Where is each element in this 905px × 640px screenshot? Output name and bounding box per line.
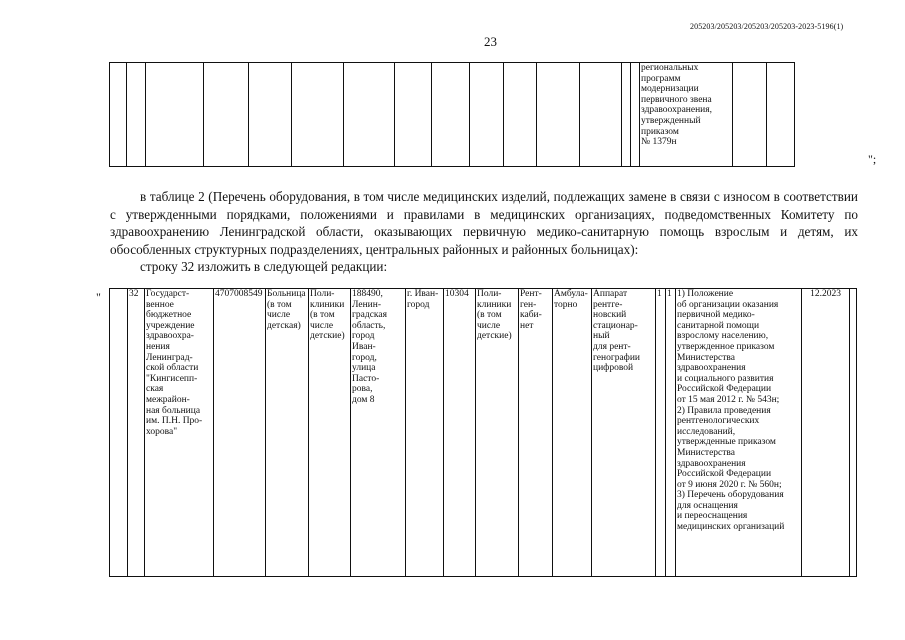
table-cell [249,63,292,167]
unit-type-cell: Поли- клиники (в том числе детские) [309,289,351,577]
row-number-cell: 32 [128,289,145,577]
quantity-cell: 1 [656,289,666,577]
top-table-fragment [109,62,795,167]
table-cell [733,63,767,167]
room-cell: Рент- ген- каби- нет [519,289,553,577]
equipment-cell: Аппарат рентге- новский стационар- ный для рент- генографии цифровой [592,289,656,577]
table-cell [127,63,146,167]
quantity-cell: 1 [666,289,676,577]
equipment-table-row-32 [109,288,857,577]
instruction-line: строку 32 изложить в следующей редакции: [140,259,388,274]
table-cell [767,63,795,167]
care-type-cell: Амбула- торно [553,289,592,577]
address-cell: 188490, Ленин- градская область, город Иван- город, улица Пасто- рова, дом 8 [351,289,406,577]
table-cell [631,63,640,167]
table-cell [580,63,622,167]
inn-cell: 4707008549 [214,289,266,577]
paragraph-text: в таблице 2 (Перечень оборудования, в том числе медицинских изделий, подлежащих замене в связи с износом в соответствии с утвержденными порядками, положениями и правилами в медицинских организациях, подведомственных Комитету по здравоохранению Ленинградской области, оказывающих первичную медико-санитарную помощь взрослым и детям, их обособленных структурных подразделениях, центральных районных и районных больницах): [110,189,858,257]
table-cell [395,63,432,167]
facility-type-cell: Больница (в том числе детская) [266,289,309,577]
table-row [110,289,857,577]
subdivision-cell: Поли- клиники (в том числе детские) [476,289,519,577]
table-cell [110,63,127,167]
table-cell [146,63,204,167]
code-cell: 10304 [444,289,476,577]
table-cell [204,63,249,167]
table-cell [432,63,470,167]
table-cell [110,289,128,577]
organization-cell: Государст- венное бюджетное учреждение здравоохра- нения Ленинград- ской области "Кингисепп- ская межрайон- ная больница им. П.Н. Про- хорова" [145,289,214,577]
basis-cell: 1) Положение об организации оказания первичной медико- санитарной помощи взрослому населению, утвержденное приказом Министерства здравоохранения и социального развития Российской Федерации от 15 мая 2012 г. № 543н; 2) Правила проведения рентгенологических исследований, утвержденные приказом Министерства здравоохранения Российской Федерации от 9 июня 2020 г. № 560н; 3) Перечень оборудования для оснащения и переоснащения медицинских организаций [676,289,802,577]
body-paragraph [110,188,858,258]
document-number: 205203/205203/205203/205203-2023-5196(1) [690,22,844,31]
table-cell [470,63,504,167]
date-cell: 12.2023 [802,289,850,577]
closing-quote-mark: "; [868,152,877,166]
table-cell [292,63,344,167]
city-cell: г. Иван- город [406,289,444,577]
table-cell [537,63,580,167]
table-row [110,63,795,167]
page-number: 23 [484,34,497,49]
table-cell [344,63,395,167]
table-cell [850,289,857,577]
table-cell [622,63,631,167]
table-cell [504,63,537,167]
regulation-description-cell: региональных программ модернизации первичного звена здравоохранения, утвержденный приказом № 1379н [640,63,733,167]
opening-quote-mark: " [96,290,101,304]
